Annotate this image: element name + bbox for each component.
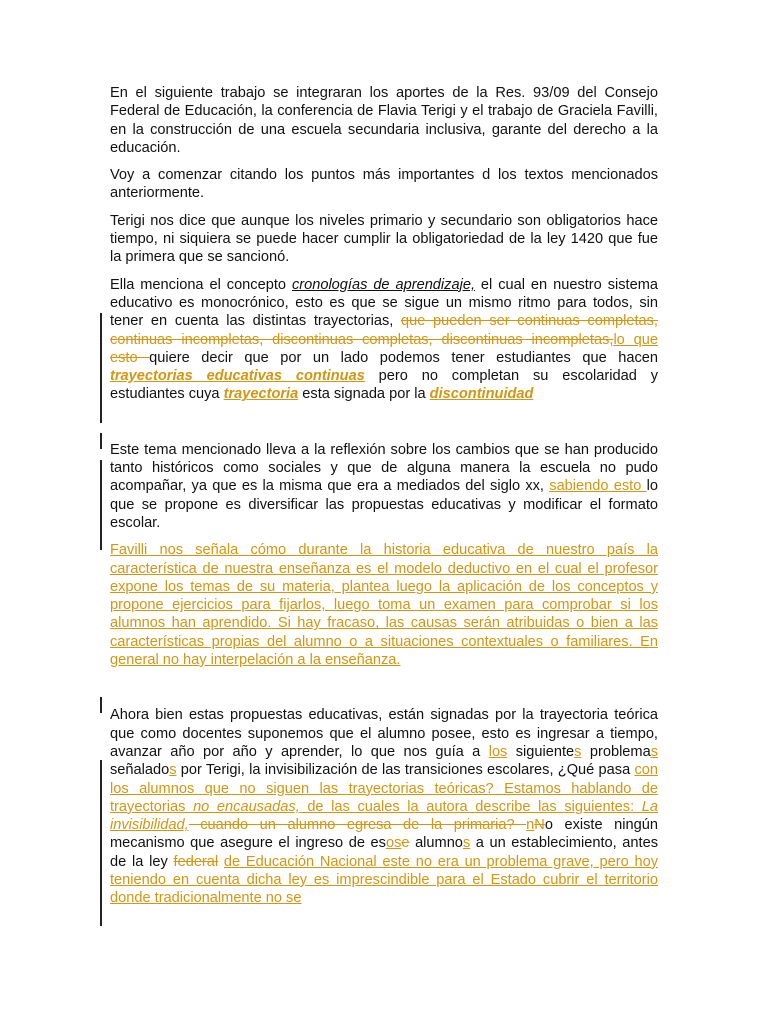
inserted-text: sabiendo esto — [549, 478, 647, 495]
inserted-text: trayectorias educativas continuas — [110, 368, 365, 385]
inserted-text: lo que — [613, 331, 659, 348]
change-bar — [100, 697, 102, 713]
change-bar — [100, 460, 102, 550]
inserted-text: discontinuidad — [429, 386, 534, 403]
inserted-text: de Educación Nacional este no era un problema grave, pero hoy teniendo en cuenta dicha ley es imprescindible para el Estado cubrir el territorio donde tradicionalmente no se — [110, 853, 658, 907]
paragraph-plan: Voy a comenzar citando los puntos más importantes d los textos mencionados anteriormente. — [110, 167, 658, 202]
deleted-text: cuando un alumno egresa de la primaria? — [188, 817, 527, 834]
inserted-text: con los alumnos que no siguen las trayectorias teóricas? Estamos hablando de trayectorias — [110, 762, 658, 815]
paragraph-favilli: Favilli nos señala cómo durante la historia educativa de nuestro país la característica de nuestra enseñanza es el modelo deductivo en el cual el profesor expone los temas de su materia, plantea luego la aplicación de los conceptos y propone ejercicios para fijarlos, luego toma un examen para comprobar si los alumnos han aprendido. Si hay fracaso, las causas serán atribuidas o bien a las características propias del alumno o a situaciones contextuales o familiares. En general no hay interpelación a la enseñanza. — [110, 542, 658, 669]
paragraph-terigi: Terigi nos dice que aunque los niveles primario y secundario son obligatorios hace tiempo, ni siquiera se puede hacer cumplir la obligatoriedad de la ley 1420 que fue la primera que se sancionó. — [110, 212, 658, 266]
paragraph-reflexion: Este tema mencionado lleva a la reflexión sobre los cambios que se han producido tanto históricos como sociales y que de alguna manera la escuela no pudo acompañar, ya que es la misma que era a mediados del siglo xx, sabiendo esto lo que se propone es diversificar las propuestas educativas y modificar el formato escolar. — [110, 441, 658, 531]
paragraph-trayectorias: Ahora bien estas propuestas educativas, están signadas por la trayectoria teórica que como docentes suponemos que el alumno posee, esto es ingresar a tiempo, avanzar año por año y aprender, lo que nos guía a los siguientes problemas señalados por Terigi, la invisibilización de las transiciones escolares, ¿Qué pasa con los alumnos que no siguen las trayectorias teóricas? Estamos hablando de trayectorias no encausadas, de las cuales la autora describe las siguientes: La invisibilidad, cuando un alumno egresa de la primaria? nNo existe ningún mecanismo que asegure el ingreso de esose alumnos a un establecimiento, antes de la ley federal de Educación Nacional este no era un problema grave, pero hoy teniendo en cuenta dicha ley es imprescindible para el Estado cubrir el territorio donde tradicionalmente no se — [110, 707, 658, 907]
deleted-text: esto — [110, 349, 150, 366]
paragraph-cronologias: Ella menciona el concepto cronologías de aprendizaje, el cual en nuestro sistema educativo es monocrónico, esto es que se sigue un mismo ritmo para todos, sin tener en cuenta las distintas trayectorias, que pueden ser continuas completas, continuas incompletas, discontinuas completas, discontinuas incompletas,lo que esto quiere decir que por un lado podemos tener estudiantes que hacen trayectorias educativas continuas pero no completan su escolaridad y estudiantes cuya trayectoria esta signada por la discontinuidad — [110, 276, 659, 403]
inserted-text: trayectoria — [223, 386, 299, 403]
paragraph-intro: En el siguiente trabajo se integraran los aportes de la Res. 93/09 del Consejo Federal de Educación, la conferencia de Flavia Terigi y el trabajo de Graciela Favilli, en la construcción de una escuela secundaria inclusiva, garante del derecho a la educación. — [110, 85, 658, 156]
change-bar — [100, 313, 102, 423]
change-bar — [100, 433, 102, 449]
deleted-text: federal — [173, 853, 219, 870]
document-page — [110, 84, 658, 917]
change-bar — [100, 760, 102, 926]
deleted-text: que pueden ser continuas completas, continuas incompletas, discontinuas completas, discontinuas incompletas, — [110, 313, 658, 348]
